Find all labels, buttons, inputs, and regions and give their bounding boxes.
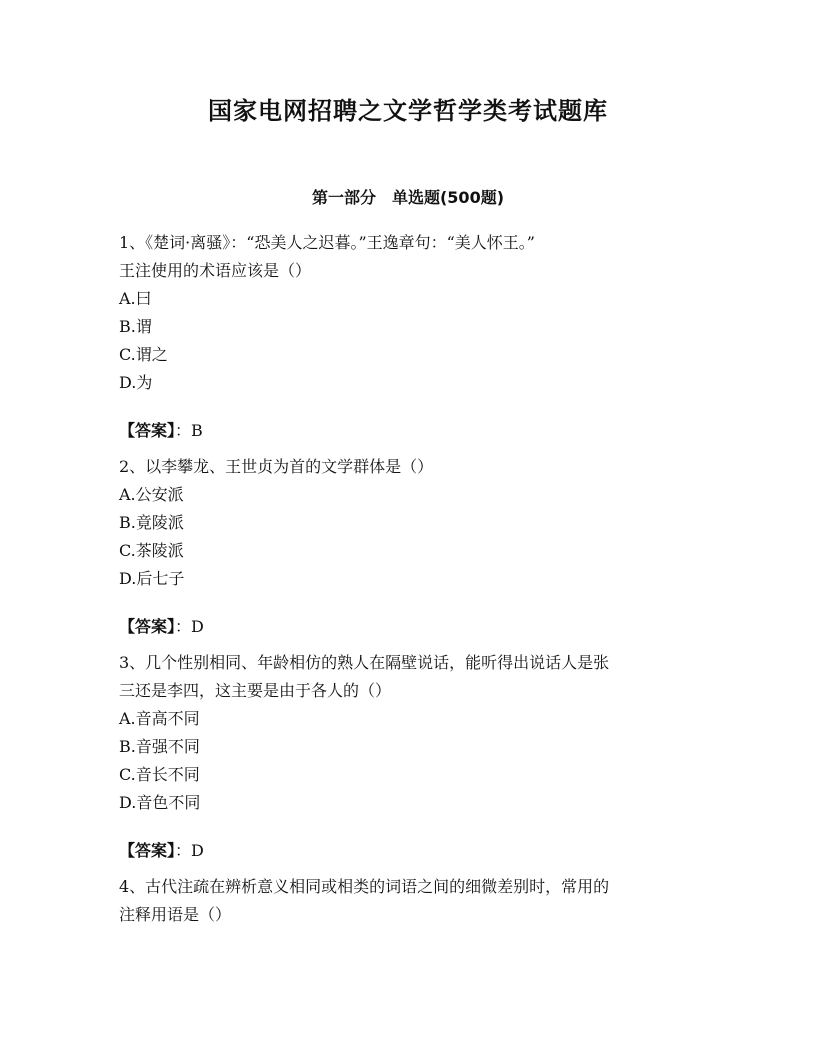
- option-list: [119, 481, 697, 593]
- answer-line: [119, 837, 697, 865]
- answer-value: B: [191, 421, 203, 440]
- answer-label: 【答案】: [119, 421, 176, 440]
- question-stem-line: 4、古代注疏在辨析意义相同或相类的词语之间的细微差别时，常用的: [119, 877, 610, 896]
- answer-value: D: [191, 617, 204, 636]
- option-list: [119, 285, 697, 397]
- question-stem-line: 1、《楚词·离骚》：“恐美人之迟暮。”王逸章句：“美人怀王。”: [119, 233, 535, 252]
- answer-label: 【答案】: [119, 841, 176, 860]
- option-c: C.谓之: [119, 345, 168, 364]
- question-stem-line: 3、几个性别相同、年龄相仿的熟人在隔壁说话，能听得出说话人是张: [119, 653, 610, 672]
- option-b: B.谓: [119, 317, 152, 336]
- answer-separator: ：: [175, 617, 192, 636]
- answer-separator: ：: [175, 841, 192, 860]
- option-list: [119, 705, 697, 817]
- answer-label: 【答案】: [119, 617, 176, 636]
- question-2: [119, 453, 697, 641]
- option-d: D.后七子: [119, 569, 185, 588]
- section-title: 第一部分 单选题(500题): [311, 188, 505, 207]
- option-c: C.音长不同: [119, 765, 200, 784]
- option-d: D.为: [119, 373, 153, 392]
- question-4: [119, 873, 697, 929]
- option-a: A.公安派: [119, 485, 184, 504]
- question-stem-line: 王注使用的术语应该是（）: [119, 261, 312, 280]
- option-a: A.曰: [119, 289, 152, 308]
- document-title: 国家电网招聘之文学哲学类考试题库: [208, 96, 608, 125]
- answer-value: D: [191, 841, 204, 860]
- question-stem-line: 注释用语是（）: [119, 905, 232, 924]
- question-stem-line: 三还是李四，这主要是由于各人的（）: [119, 681, 392, 700]
- option-c: C.茶陵派: [119, 541, 184, 560]
- answer-separator: ：: [175, 421, 192, 440]
- question-stem-line: 2、以李攀龙、王世贞为首的文学群体是（）: [119, 457, 434, 476]
- option-d: D.音色不同: [119, 793, 201, 812]
- question-1: [119, 229, 697, 445]
- answer-line: [119, 613, 697, 641]
- option-a: A.音高不同: [119, 709, 200, 728]
- answer-line: [119, 417, 697, 445]
- question-list: [119, 229, 697, 929]
- option-b: B.竟陵派: [119, 513, 184, 532]
- question-3: [119, 649, 697, 865]
- option-b: B.音强不同: [119, 737, 200, 756]
